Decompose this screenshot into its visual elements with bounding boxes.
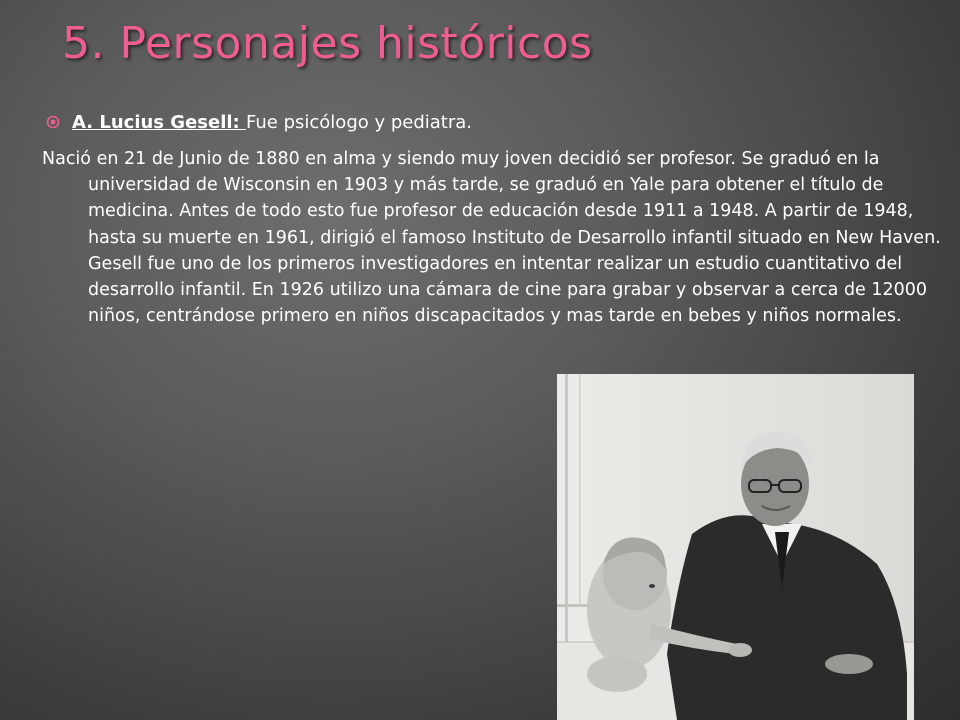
bullet-name-text: A. Lucius Gesell bbox=[72, 112, 233, 133]
bullet-separator: : bbox=[232, 112, 247, 133]
circle-bullet-icon bbox=[46, 115, 60, 129]
biography-paragraph: Nació en 21 de Junio de 1880 en alma y siendo muy joven decidió ser profesor. Se graduó en la universidad de Wisconsin en 1903 y más tarde, se graduó en Yale para obtener el título de medicina. Antes de todo esto fue profesor de educación desde 1911 a 1948. A partir de 1948, hasta su muerte en 1961, dirigió el famoso Instituto de Desarrollo infantil situado en New Haven. Gesell fue uno de los primeros investigadores en intentar realizar un estudio cuantitativo del desarrollo infantil. En 1926 utilizo una cámara de cine para grabar y observar a cerca de 12000 niños, centrándose primero en niños discapacitados y mas tarde en bebes y niños normales. bbox=[42, 149, 941, 327]
bullet-line bbox=[46, 112, 472, 133]
bullet-name bbox=[72, 112, 246, 133]
photo-gesell-with-baby-icon bbox=[557, 374, 914, 720]
bullet-description: Fue psicólogo y pediatra. bbox=[246, 112, 473, 133]
slide-title: 5. Personajes históricos bbox=[62, 18, 593, 69]
photo bbox=[557, 374, 914, 720]
